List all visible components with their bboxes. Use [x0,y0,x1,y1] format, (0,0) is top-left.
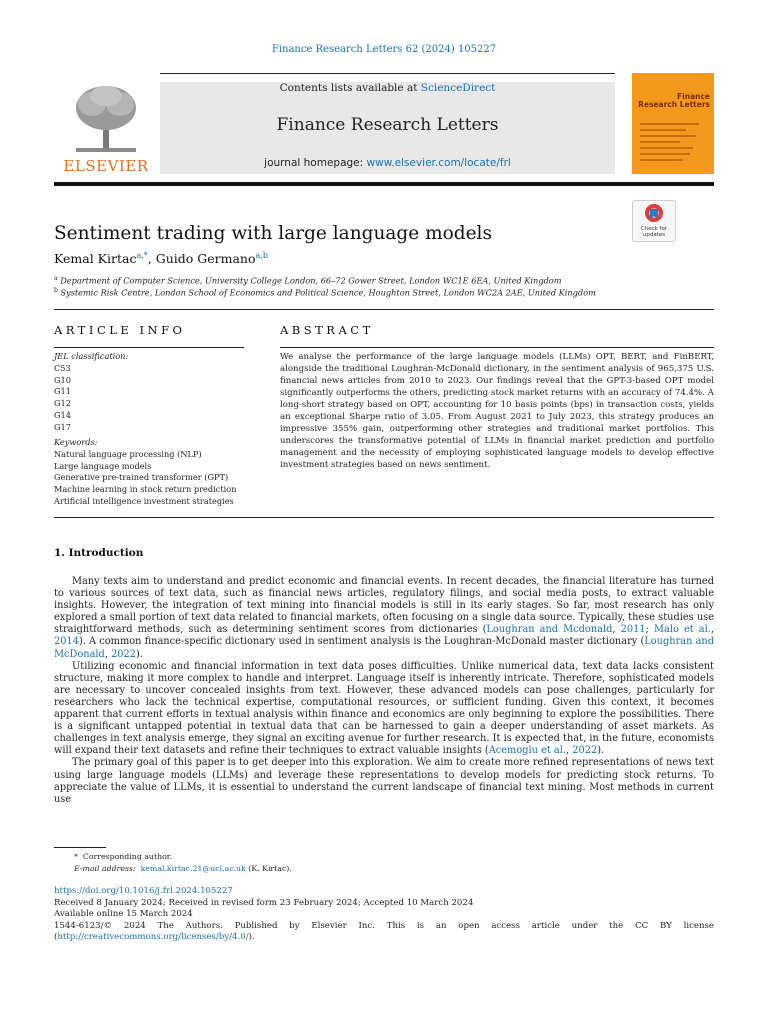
affiliation-mark: a [54,275,58,282]
journal-title: Finance Research Letters [276,115,499,135]
keyword: Large language models [54,460,152,471]
abstract-rule [280,347,714,348]
text-run: , [612,624,621,636]
header-thick-rule [54,182,714,186]
paragraph [54,576,714,661]
citation-link[interactable]: Loughran and Mcdonald [486,624,613,636]
affiliation-mark: b [54,287,58,294]
citation-link[interactable]: Acemoglu et al. [488,745,567,757]
email-link[interactable]: kemal.kirtac.21@ucl.ac.uk [140,864,246,873]
paragraph [54,661,714,758]
license-line: 1544-6123/© 2024 The Authors. Published by Elsevier Inc. This is an open access article under the CC BY license [54,920,714,931]
journal-reference[interactable]: Finance Research Letters 62 (2024) 105227 [271,44,497,55]
contents-line [160,82,615,94]
online-date: Available online 15 March 2024 [54,909,193,920]
jel-code: G17 [54,421,71,432]
citation-link[interactable]: Malo et al. [653,624,711,636]
introduction-body [54,576,714,806]
footnote-mark: * [74,852,78,861]
citation-link[interactable]: Loughran and McDonald [54,636,714,660]
keyword: Generative pre-trained transformer (GPT) [54,472,229,483]
email-note [54,863,714,875]
abstract-text: We analyse the performance of the large language models (LLMs) OPT, BERT, and FinBERT, alongside the traditional Loughran-McDonald dictionary, in the sentiment analysis of 965,375 U.S. financial news articles from 2010 to 2023. Our findings reveal that the GPT-3-based OPT model significantly outperforms the others, predicting stock market returns with an accuracy of 74.4%. A long-short strategy based on OPT, accounting for 10 basis points (bps) in transaction costs, yields an exceptional Sharpe ratio of 3.05. From August 2021 to July 2023, this strategy produces an impressive 355% gain, outperforming other strategies and traditional market portfolios. This underscores the transformative potential of LLMs in financial market prediction and portfolio management and the necessity of employing sophisticated language models to develop effective investment strategies based on news sentiment. [280,352,714,470]
license-link-line [54,932,714,944]
affiliation-text: Systemic Risk Centre, London School of Economics and Political Science, Houghton Street, London WC2A 2AE, United Kingdom [60,287,596,298]
text-run: , [104,648,112,660]
paragraph: The primary goal of this paper is to get deeper into this exploration. We aim to create more refined representations of news text using large language models (LLMs) and leverage these representations to develop models for predicting stock returns. To appreciate the value of LLMs, it is essential to understand the current landscape of financial text mining. Most methods in current use [54,757,714,805]
author-affiliation-mark[interactable]: a,b [255,251,268,260]
author-list [54,251,268,266]
license-link[interactable]: http://creativecommons.org/licenses/by/4.0/ [57,932,249,943]
jel-code: G14 [54,409,71,420]
section-divider [54,517,714,518]
keyword: Machine learning in stock return prediction [54,484,237,495]
sciencedirect-link[interactable]: ScienceDirect [420,82,496,94]
text-run: Many texts aim to understand and predict economic and financial events. In recent decades, the financial literature has turned to various sources of text data, such as financial news articles, regulatory filings, and social media posts, to extract valuable insights. However, the integration of text mining into financial models is still in its early stages. So far, most research has only explored a small portion of text data related to financial markets, often focusing on a single data source. Typically, these studies use straightforward methods, such as determining sentiment scores from dictionaries ( [54,576,714,636]
contents-prefix: Contents lists available at [279,82,421,94]
jel-label: JEL classification: [54,351,129,361]
cover-title: Finance Research Letters [638,92,710,110]
corresponding-label: Corresponding author. [82,852,173,861]
text-run: ). A common finance-specific dictionary used in sentiment analysis is the Loughran-McDonald master dictionary ( [78,636,645,648]
publisher-wordmark: ELSEVIER [63,157,149,175]
jel-code: G12 [54,398,71,409]
homepage-line [160,157,615,169]
introduction-heading: 1. Introduction [54,547,144,559]
author-name: Guido Germano [155,251,256,267]
affiliation-text: Department of Computer Science, University College London, 66–72 Gower Street, London WC1E 6EA, United Kingdom [60,275,562,286]
affiliation-a [54,275,562,286]
publication-info [54,886,714,944]
keywords-label: Keywords: [54,437,98,447]
keyword: Natural language processing (NLP) [54,448,202,459]
paren: ). [248,932,255,943]
homepage-prefix: journal homepage: [264,157,367,169]
text-run: ; [645,624,654,636]
email-label: E-mail address: [74,864,136,873]
author-affiliation-mark[interactable]: a,* [136,251,148,260]
jel-code: G10 [54,374,71,385]
check-for-updates-button[interactable] [632,200,676,242]
check-for-updates-label: Check for updates [640,226,668,239]
journal-cover-thumbnail[interactable] [632,73,714,174]
doi-link[interactable]: https://doi.org/10.1016/j.frl.2024.105227 [54,886,233,896]
article-info-rule [54,347,244,348]
corresponding-author-note [54,851,714,863]
paren: ( [54,932,58,943]
text-run: ). [136,648,143,660]
abstract-heading: ABSTRACT [280,323,374,337]
cover-text-lines [640,123,706,165]
masthead-top-rule [160,73,615,74]
bookmark-icon [633,201,675,225]
text-run: ). [597,745,605,757]
keyword: Artificial intelligence investment strategies [54,495,234,506]
citation-link[interactable]: 2022 [572,745,598,757]
jel-classification [54,351,244,434]
author-name: Kemal Kirtac [54,251,137,267]
citation-link[interactable]: 2014 [54,636,79,648]
jel-code: G11 [54,386,71,397]
keywords-list [54,437,244,508]
text-run: , [566,745,573,757]
citation-link[interactable]: 2011 [620,624,646,636]
footnote-rule [54,847,106,848]
email-suffix: (K. Kirtac). [245,864,292,873]
received-dates: Received 8 January 2024; Received in revised form 23 February 2024; Accepted 10 March 2024 [54,897,474,908]
homepage-link[interactable]: www.elsevier.com/locate/frl [366,157,511,169]
affiliation-b [54,287,596,298]
jel-code: C53 [54,362,71,373]
section-divider [54,309,714,310]
citation-link[interactable]: 2022 [111,648,136,660]
text-run: Utilizing economic and financial information in text data poses difficulties. Unlike numerical data, text data lacks consistent structure, making it more complex to handle and interpret. Language itself is inherently intricate. Therefore, sophisticated models are necessary to uncover concealed insights from text. However, these advanced models can pose challenges, particularly for researchers who lack the technical expertise, computational resources, or sufficient funding. Given this context, it becomes apparent that current efforts in textual analysis within finance and economics are only beginning to explore the possibilities. There is a significant untapped potential in textual data that can be harnessed to gain a deeper understanding of asset markets. As challenges in text analysis emerge, they signal an exciting avenue for further research. It is expected that, in the future, economists will expand their text datasets and refine their techniques to extract valuable insights ( [54,660,714,757]
text-run: , [710,624,714,636]
paper-title: Sentiment trading with large language models [54,223,492,244]
author-separator: , [147,251,156,267]
footnotes [54,851,714,875]
article-info-heading: ARTICLE INFO [54,323,186,337]
